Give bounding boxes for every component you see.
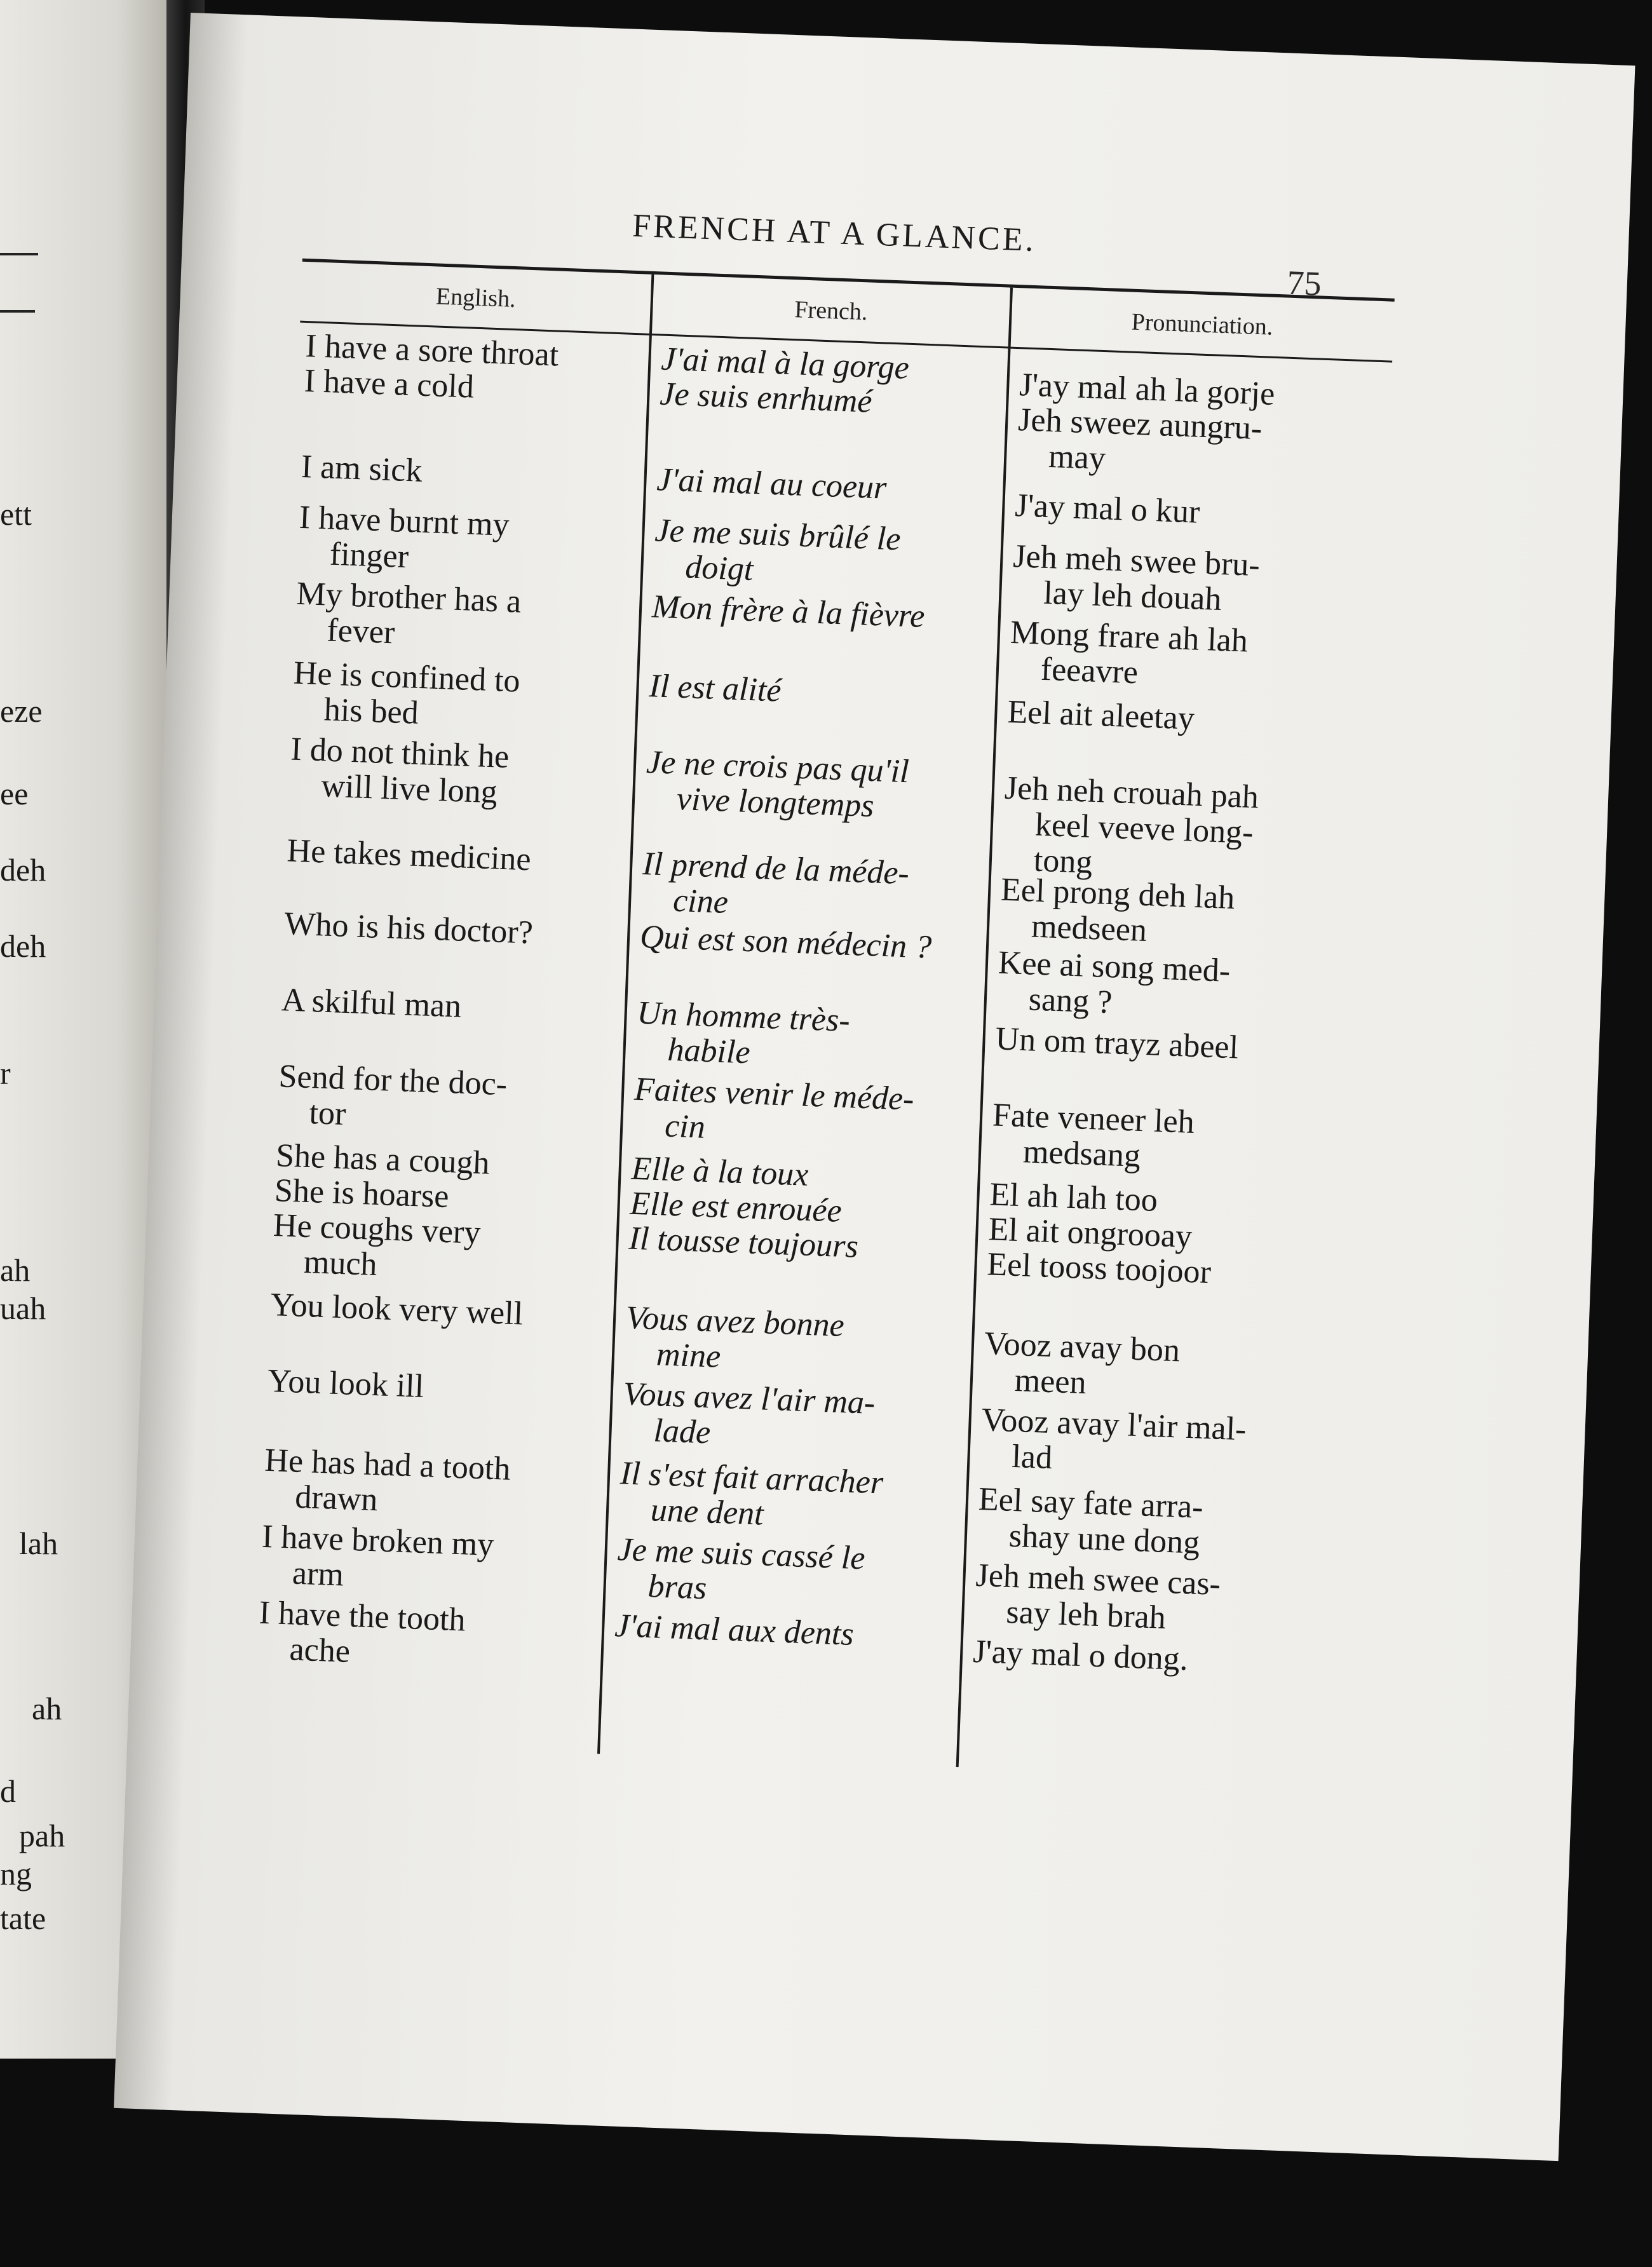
column-header-english: English.: [435, 283, 517, 313]
english-phrase-line: his bed: [323, 691, 419, 731]
french-phrase-line: J'ai mal aux dents: [614, 1607, 855, 1653]
english-phrase-line: He coughs very: [273, 1207, 482, 1251]
pronunciation-line: lay leh douah: [1043, 574, 1222, 618]
english-phrase-line: I have a sore throat: [304, 328, 560, 374]
french-phrase-line: bras: [647, 1568, 708, 1607]
pronunciation: [991, 1097, 1330, 1181]
english-phrase-line: I have the tooth: [258, 1594, 466, 1639]
left-page-rule: [0, 310, 35, 313]
french-phrase: [618, 1456, 977, 1540]
english-phrase-line: I have broken my: [261, 1518, 495, 1564]
french-phrase-line: cine: [672, 882, 729, 921]
english-phrase-line: arm: [292, 1555, 344, 1594]
english-phrase: [262, 1443, 608, 1527]
pronunciation-line: medsang: [1022, 1134, 1141, 1174]
pronunciation-line: Eel ait aleetay: [1006, 693, 1195, 737]
french-phrase-line: mine: [656, 1336, 722, 1375]
english-phrase: [292, 656, 637, 740]
pronunciation-line: sang ?: [1027, 981, 1113, 1021]
pronunciation-line: Un om trayz abeel: [994, 1020, 1240, 1066]
french-phrase-line: Je me suis brûlé le: [654, 512, 902, 558]
french-phrase: [649, 668, 1006, 717]
pronunciation: [996, 945, 1336, 1029]
english-phrase-line: I have burnt my: [298, 499, 510, 543]
french-phrase: [653, 513, 1012, 597]
pronunciation-line: J'ay mal o kur: [1014, 487, 1201, 531]
pronunciation-line: may: [1048, 438, 1106, 477]
english-phrase: [289, 732, 635, 816]
french-phrase-line: Je suis enrhumé: [659, 376, 873, 420]
french-phrase-line: une dent: [650, 1492, 764, 1533]
french-phrase-line: Mon frère à la fièvre: [651, 588, 926, 635]
english-phrase: [295, 576, 640, 660]
pronunciation-line: lad: [1011, 1438, 1053, 1477]
english-phrase: [287, 833, 631, 881]
pronunciation-line: Mong frare ah lah: [1010, 614, 1249, 660]
column-header-pronunciation: Pronunciation.: [1131, 308, 1274, 341]
french-phrase-line: J'ai mal à la gorge: [660, 341, 910, 386]
english-phrase-line: much: [303, 1243, 378, 1283]
french-phrase-line: J'ai mal au coeur: [656, 461, 888, 506]
pronunciation: [999, 872, 1338, 956]
pronunciation: [1008, 615, 1348, 698]
french-phrase-line: Je ne crois pas qu'il: [646, 744, 910, 790]
french-phrase: [621, 1376, 980, 1460]
french-phrase: [640, 846, 999, 930]
pronunciation-line: Eel tooss toojoor: [986, 1246, 1212, 1291]
pronunciation-line: Jeh neh crouah pah: [1004, 769, 1259, 816]
french-phrase: [614, 1608, 971, 1656]
pronunciation-line: J'ay mal ah la gorje: [1019, 367, 1276, 412]
english-phrase-line: finger: [328, 536, 410, 576]
english-phrase-line: fever: [326, 612, 396, 651]
english-phrase-line: He has had a tooth: [264, 1442, 511, 1487]
pronunciation: [1006, 694, 1344, 742]
pronunciation: [995, 1022, 1333, 1069]
french-phrase: [651, 589, 1008, 637]
pronunciation-line: Kee ai song med-: [998, 944, 1231, 989]
english-phrase: [281, 982, 625, 1031]
french-phrase-line: Il prend de la méde-: [642, 845, 910, 892]
english-phrase-line: will live long: [320, 768, 498, 811]
french-phrase-line: Qui est son médecin ?: [639, 918, 933, 966]
french-phrase-line: Il s'est fait arracher: [620, 1455, 884, 1501]
pronunciation-line: J'ay mal o dong.: [972, 1633, 1189, 1678]
left-page-fragment: ett: [0, 496, 32, 532]
french-phrase: [635, 996, 994, 1079]
english-phrase: [277, 1059, 623, 1142]
english-phrase: [297, 500, 643, 584]
pronunciation-line: feeavre: [1039, 651, 1139, 691]
column-header-french: French.: [794, 296, 869, 326]
left-page-fragment: lah: [19, 1526, 58, 1561]
pronunciation: [974, 1558, 1313, 1641]
running-head: FRENCH AT A GLANCE.: [632, 207, 1037, 259]
pronunciation-line: Eel say fate arra-: [978, 1481, 1204, 1526]
pronunciation: [980, 1402, 1319, 1485]
pronunciation-line: say leh brah: [1005, 1594, 1167, 1636]
english-phrase-line: Send for the doc-: [278, 1058, 508, 1103]
english-phrase-line: Who is his doctor?: [283, 905, 534, 951]
english-phrase-line: I have a cold: [303, 362, 475, 405]
pronunciation: [1001, 771, 1342, 890]
english-phrase-line: ache: [288, 1631, 351, 1670]
pronunciation: [982, 1326, 1322, 1409]
english-phrase-line: She has a cough: [275, 1137, 491, 1182]
pronunciation-line: Jeh meh swee cas-: [975, 1557, 1222, 1603]
left-page-fragment: deh: [0, 928, 46, 964]
french-phrase: [656, 462, 1013, 510]
left-page-fragment: deh: [0, 852, 46, 888]
french-phrase: [632, 1072, 991, 1156]
current-page: [114, 13, 1635, 2161]
french-phrase: [616, 1532, 974, 1616]
left-page-fragment: ah: [0, 1252, 30, 1288]
english-phrase-line: She is hoarse: [274, 1172, 450, 1215]
page-number: 75: [1286, 263, 1322, 303]
pronunciation-line: Eel prong deh lah: [1000, 871, 1236, 917]
french-phrase-line: cin: [664, 1107, 706, 1146]
pronunciation-line: shay une dong: [1008, 1517, 1201, 1561]
pronunciation: [1016, 402, 1355, 485]
english-phrase-line: A skilful man: [281, 982, 463, 1025]
english-phrase: [301, 449, 645, 497]
english-phrase-line: He is confined to: [292, 654, 521, 700]
pronunciation: [977, 1482, 1316, 1565]
french-phrase: [624, 1301, 982, 1384]
english-phrase-line: You look ill: [267, 1362, 425, 1405]
french-phrase-line: Elle à la toux: [630, 1150, 809, 1193]
english-phrase-line: I do not think he: [290, 731, 510, 776]
left-page-fragment: tate: [0, 1900, 46, 1936]
pronunciation: [1011, 539, 1350, 622]
french-phrase-line: Je me suis cassé le: [616, 1531, 866, 1577]
french-phrase-line: Vous avez bonne: [625, 1299, 845, 1344]
left-page-fragment: d: [0, 1773, 16, 1809]
english-phrase: [284, 906, 628, 954]
french-phrase-line: Faites venir le méde-: [633, 1071, 915, 1118]
english-phrase-line: tor: [308, 1095, 347, 1133]
pronunciation-line: tong: [1032, 842, 1093, 881]
left-page-rule: [0, 253, 38, 255]
pronunciation: [1014, 488, 1352, 536]
pronunciation-line: keel veeve long-: [1034, 806, 1254, 851]
english-phrase-line: You look very well: [269, 1286, 524, 1332]
english-phrase-line: He takes medicine: [286, 832, 532, 878]
pronunciation-line: Jeh meh swee bru-: [1012, 538, 1261, 584]
pronunciation-line: El ait ongrooay: [987, 1211, 1193, 1255]
french-phrase-line: doigt: [684, 549, 754, 588]
pronunciation: [972, 1634, 1310, 1682]
french-phrase-line: Il est alité: [648, 668, 782, 709]
pronunciation-line: Fate veneer leh: [992, 1097, 1195, 1141]
french-phrase-line: Il tousse toujours: [628, 1220, 859, 1265]
left-page-fragment: uah: [0, 1290, 46, 1326]
french-phrase-line: Un homme très-: [636, 994, 851, 1039]
french-phrase-line: Vous avez l'air ma-: [622, 1376, 876, 1421]
pronunciation-line: meen: [1013, 1362, 1087, 1402]
french-phrase-line: habile: [667, 1031, 751, 1071]
french-phrase-line: lade: [653, 1412, 712, 1451]
pronunciation-line: Vooz avay l'air mal-: [980, 1402, 1247, 1448]
left-page-fragment: ng: [0, 1856, 32, 1891]
left-page-fragment: eze: [0, 693, 43, 729]
pronunciation-line: medseen: [1031, 908, 1148, 949]
english-phrase: [270, 1287, 614, 1336]
english-phrase: [257, 1595, 603, 1679]
english-phrase: [267, 1364, 611, 1412]
left-page-fragment: pah: [19, 1818, 65, 1853]
left-page-fragment: r: [0, 1055, 11, 1091]
left-page-fragment: ee: [0, 776, 29, 811]
left-page-fragment: ah: [32, 1691, 62, 1726]
pronunciation-line: Jeh sweez aungru-: [1017, 402, 1263, 447]
english-phrase: [260, 1519, 606, 1603]
french-phrase-line: vive longtemps: [676, 780, 875, 825]
pronunciation-line: El ah lah too: [989, 1176, 1158, 1219]
english-phrase: [271, 1208, 617, 1292]
french-phrase-line: Elle est enrouée: [629, 1185, 843, 1229]
english-phrase-line: drawn: [294, 1479, 379, 1519]
english-phrase-line: My brother has a: [295, 575, 522, 620]
pronunciation-line: Vooz avay bon: [984, 1325, 1181, 1369]
french-phrase: [644, 745, 1003, 829]
english-phrase-line: I am sick: [300, 448, 423, 489]
